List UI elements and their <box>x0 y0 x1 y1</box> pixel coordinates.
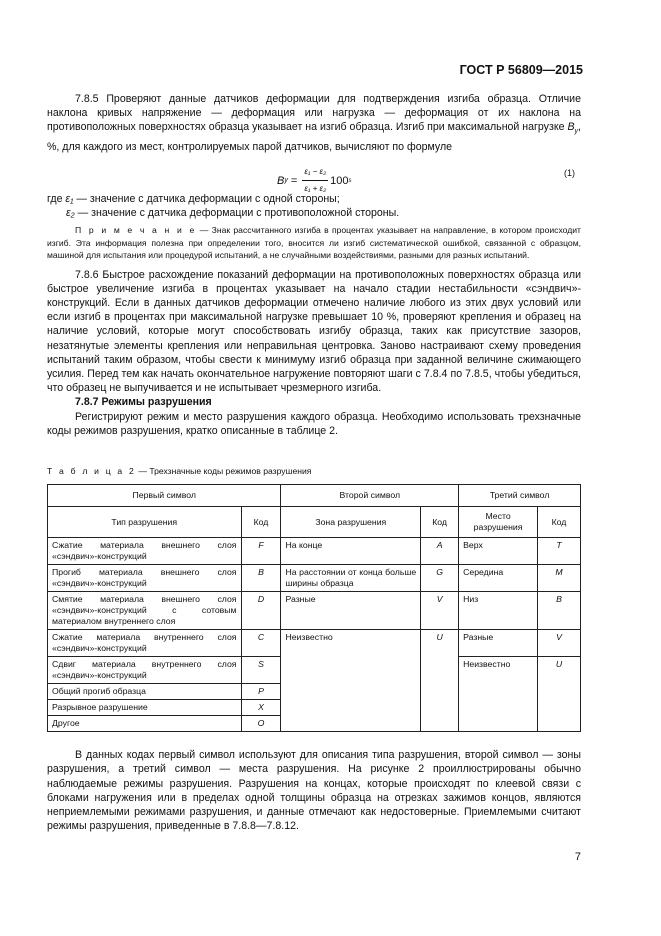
group-third-symbol: Третий символ <box>459 485 581 507</box>
section-title-7-8-7: 7.8.7 Режимы разрушения <box>75 396 212 409</box>
group-second-symbol: Второй символ <box>281 485 459 507</box>
col-code-3: Код <box>538 507 581 538</box>
table-row: Общий прогиб образца P <box>48 684 581 700</box>
page-number: 7 <box>574 851 581 863</box>
document-header: ГОСТ Р 56809—2015 <box>459 63 583 77</box>
formula-fraction: $\frac{\text{ε₁ − ε₂}}{\text{ε₁ + ε₂}}$ <box>304 166 327 194</box>
table-row: Смятие материала внешнего слоя «сэндвич»-конструкций с сотовым материалом внутреннего слоя D Разные V Низ B <box>48 592 581 630</box>
paragraph-7-8-6: 7.8.6 Быстрое расхождение показаний деформации на противоположных поверхностях образца или быстрое увеличение изгиба в процентах указывает на начало стадии нестабильности «сэндвич»-конструкций. Если в данных датчиков деформации отмечено наличие любого из этих двух условий или если изгиб в процентах при максимальной нагрузке превышает 10 %, проверяют крепления и образец на наличие условий, которые могут способствовать изгибу образца, таких как присутствие зазоров, незатянутые элементы крепления или неправильная центровка. Заново настраивают схему проведения испытаний таким образом, чтобы свести к минимуму изгиб образца при заданной величине сжимающего усилия. Перед тем как начать окончательное нагружение повторяют шаги с 7.8.4 по 7.8.5, чтобы убедиться, что образец не выпучивается и не испытывает чрезмерного изгиба. <box>47 268 581 395</box>
page-content <box>47 92 581 833</box>
table-row: Сжатие материала внешнего слоя «сэндвич»-конструкций F На конце A Верх T <box>48 538 581 565</box>
formula-number: (1) <box>564 167 575 178</box>
formula-1: B y = $\frac{\text{ε₁ − ε₂}}{\text{ε₁ + ε₂}}$ 100 s (1) <box>47 157 581 191</box>
col-code-1: Код <box>241 507 281 538</box>
col-failure-zone: Зона разрушения <box>281 507 421 538</box>
note: П р и м е ч а н и е — Знак рассчитанного изгиба в процентах указывает на направление, в котором происходит изгиб. Эта информация полезна при определении того, вносится ли изгиб систематической ошибкой, связанной с образцом, машиной для испытания или процедурой испытаний, а не случайными воздействиями, разными для разных испытаний. <box>47 225 581 261</box>
table-row: Другое O <box>48 716 581 732</box>
failure-codes-table <box>47 484 581 732</box>
paragraph-7-8-7: Регистрируют режим и место разрушения каждого образца. Необходимо использовать трехзначные коды режимов разрушения, кратко описанные в таблице 2. <box>47 410 581 437</box>
col-failure-place: Место разрушения <box>459 507 538 538</box>
table-row: Разрывное разрушение X <box>48 700 581 716</box>
table-row: Сжатие материала внутреннего слоя «сэндвич»-конструкций C Неизвестно U Разные V <box>48 630 581 657</box>
table-row: Сдвиг материала внутреннего слоя «сэндвич»-конструкций S Неизвестно U <box>48 657 581 684</box>
col-code-2: Код <box>421 507 459 538</box>
table-column-header <box>48 507 581 538</box>
col-failure-type: Тип разрушения <box>48 507 242 538</box>
group-first-symbol: Первый символ <box>48 485 281 507</box>
table-caption: Т а б л и ц а 2 — Трехзначные коды режимов разрушения <box>47 465 312 476</box>
formula-legend: где ε₁ — значение с датчика деформации с одной стороны; ε₂ — значение с датчика деформации с противоположной стороны. <box>47 192 400 220</box>
paragraph-7-8-5: 7.8.5 Проверяют данные датчиков деформации для подтверждения изгиба образца. Отличие наклона кривых напряжение — деформация или нагрузка — деформация от их наклона на противоположных поверхностях образца указывает на изгиб образца. Изгиб при максимальной нагрузке $B_y$, %, для каждого из мест, контролируемых парой датчиков, вычисляют по формуле <box>47 93 581 153</box>
table-group-header <box>48 485 581 507</box>
paragraph-after-table: В данных кодах первый символ используют для описания типа разрушения, второй символ — зоны разрушения, а третий символ — места разрушения. На рисунке 2 проиллюстрированы обычно наблюдаемые режимы разрушения. Разрушения на концах, которые происходят по клеевой связи с блоками нагружения или в пределах одной толщины образца на отрезках зажимов концов, являются неприемлемыми режимами разрушения, и данные отмечают как недостоверные. Приемлемыми считают режимы разрушения, приведенные в 7.8.8—7.8.12. <box>47 749 581 833</box>
table-row: Прогиб материала внешнего слоя «сэндвич»-конструкций B На расстоянии от конца больше ширины образца G Середина M <box>48 565 581 592</box>
